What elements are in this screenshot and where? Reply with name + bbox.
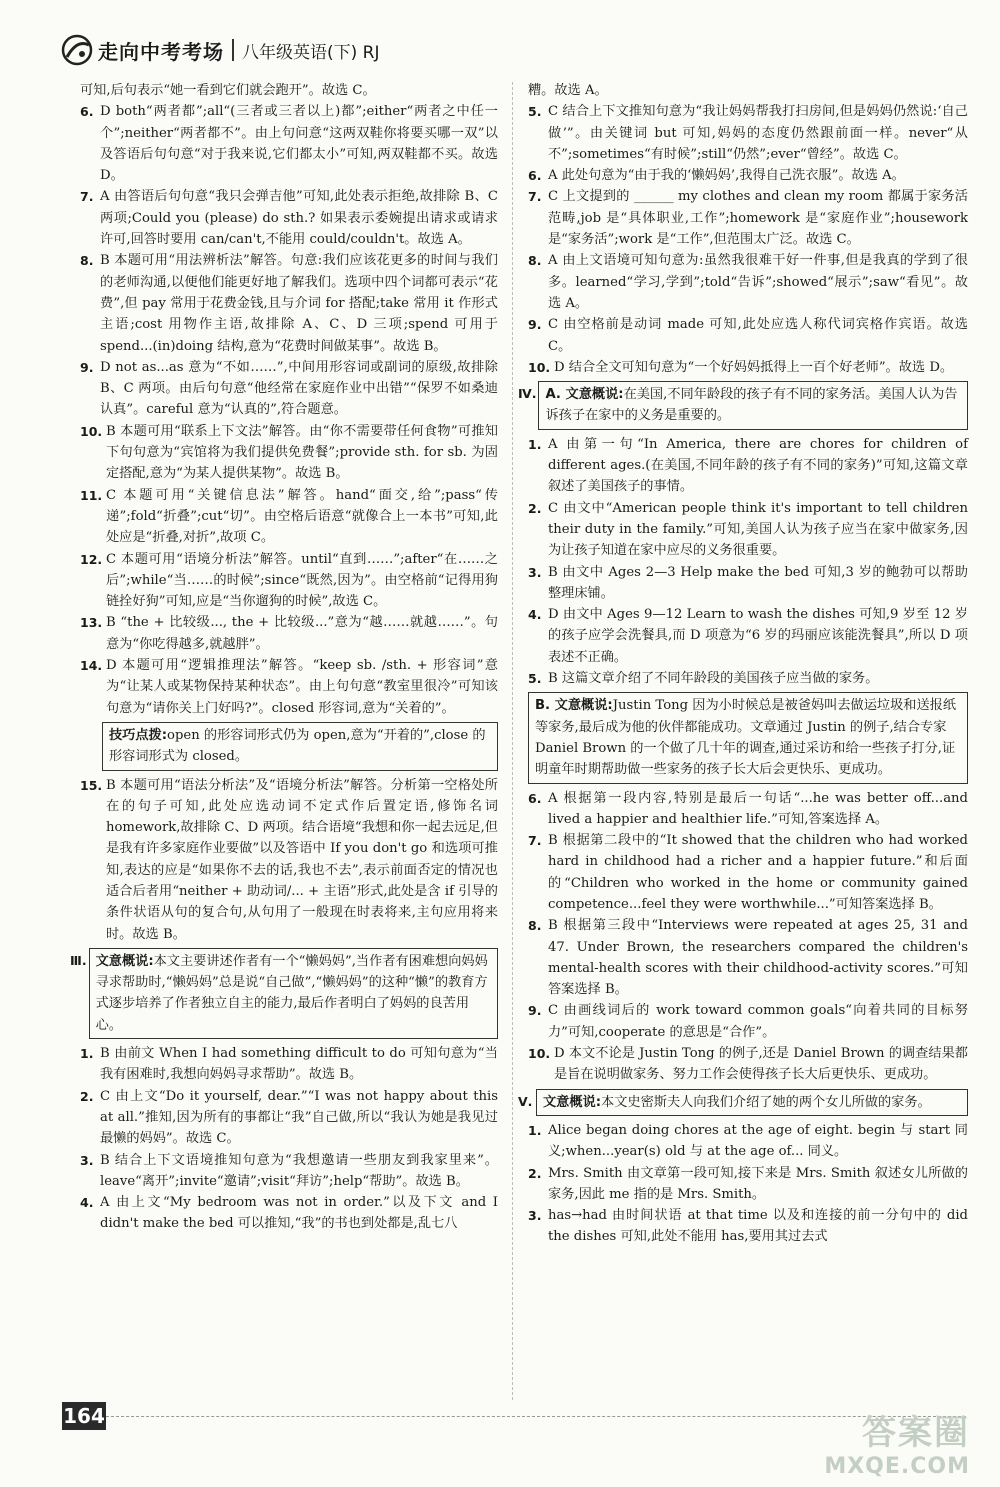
answer-item (528, 830, 968, 915)
answer-number: 8. (528, 918, 542, 934)
answer-explanation: B 本题可用“用法辨析法”解答。句意:我们应该花更多的时间与我们的老师沟通,以便他们能更好地了解我们。选项中四个词都可表示“花费”,但 pay 常用于花费金钱,且与介词 for 搭配;take 常用 it 作形式主语;cost 用物作主语,故排除 A、C、D 三项;spend 可用于 spend...(in)doing 结构,意为“花费时间做某事”。故选 B。 (100, 253, 498, 354)
answer-explanation: C 结合上下文推知句意为“我让妈妈帮我打扫房间,但是妈妈仍然说:‘自己做’”。由关键词 but 可知,妈妈的态度仍然跟前面一样。never“从不”;sometimes“有时候”;still“仍然”;ever“曾经”。故选 C。 (548, 104, 968, 162)
answer-explanation: A 由答语后句句意“我只会弹吉他”可知,此处表示拒绝,故排除 B、C 两项;Could you (please) do sth.? 如果表示委婉提出请求或请求许可,回答时要用 can/can't,不能用 could/couldn't。故选 A。 (100, 189, 498, 248)
answer-number: 8. (528, 253, 542, 269)
answer-item (80, 485, 498, 549)
answer-explanation: B 这篇文章介绍了不同年龄段的美国孩子应当做的家务。 (548, 671, 879, 687)
answer-item (528, 1000, 968, 1043)
tip-text: Justin Tong 因为小时候总是被爸妈叫去做运垃圾和送报纸等家务,最后成为他的伙伴都能成功。文章通过 Justin 的例子,结合专家 Daniel Brown 的一个做了几十年的调查,通过采访和给一些孩子打分,证明童年时期帮助做一些家务的孩子长大后会更快乐、更成功。 (535, 698, 957, 778)
answer-item (80, 421, 498, 485)
tip-box (528, 692, 968, 783)
answer-number: 3. (528, 1208, 542, 1224)
answer-item (80, 612, 498, 655)
answer-explanation: B 根据第二段中的“It showed that the children who had worked hard in childhood had a richer and a happier future.”和后面的“Children who worked in the home or community gained competence...feel they were worthwhile...”可知答案选择 B。 (548, 833, 968, 912)
answer-explanation: A 根据第一段内容,特别是最后一句话“...he was better off...and lived a happier and healthier life.”可知,答案选择 A。 (548, 790, 968, 827)
answer-number: 7. (80, 189, 94, 205)
answer-continuation: 糟。故选 A。 (528, 83, 608, 98)
page-number: 164 (63, 1404, 105, 1428)
answer-explanation: D 由文中 Ages 9—12 Learn to wash the dishes 可知,9 岁至 12 岁的孩子应学会洗餐具,而 D 项意为“6 岁的玛丽应该能洗餐具”,所以 D 项表述不正确。 (548, 607, 968, 665)
answer-explanation: C 由上文“Do it yourself, dear.”“I was not happy about this at all.”推知,因为所有的事都让“我”自己做,所以“我认为她是我见过最懒的妈妈”。故选 C。 (100, 1088, 498, 1147)
answer-number: 11. (80, 487, 103, 503)
answer-explanation: has→had 由时间状语 at that time 以及和连接的前一分句中的 did the dishes 可知,此处不能用 has,要用其过去式 (548, 1208, 968, 1245)
answer-item (528, 165, 968, 186)
answer-explanation: C 本题可用“语境分析法”解答。until“直到……”;after“在……之后”;while“当……的时候”;since“既然,因为”。由空格前“记得用狗链拴好狗”可知,应是“当你遛狗的时候”,故选 C。 (106, 551, 498, 610)
summary-label: 文意概说: (95, 953, 154, 969)
section-summary (518, 1086, 968, 1120)
tip-label: B. 文意概说: (535, 698, 613, 714)
answer-item (80, 775, 498, 945)
answer-number: 3. (528, 564, 542, 580)
summary-box (538, 381, 968, 430)
answer-item (80, 549, 498, 613)
answer-item (528, 434, 968, 498)
answer-number: 3. (80, 1152, 94, 1168)
answer-explanation: B “the + 比较级..., the + 比较级...”意为“越……就越……”。句意为“你吃得越多,就越胖”。 (106, 615, 498, 652)
answer-explanation: B 本题可用“联系上下文法”解答。由“你不需要带任何食物”可推知下句句意为“宾馆将为我们提供免费餐”;provide sth. for sb. 为固定搭配,意为“为某人提供某物”。故选 B。 (106, 423, 498, 482)
answer-explanation: A 此处句意为“由于我的‘懒妈妈’,我得自己洗衣服”。故选 A。 (548, 168, 905, 184)
answer-explanation: C 由空格前是动词 made 可知,此处应选人称代词宾格作宾语。故选 C。 (548, 317, 968, 354)
answer-explanation: A 由上文语境可知句意为:虽然我很难干好一件事,但是我真的学到了很多。learned“学习,学到”;told“告诉”;showed“展示”;saw“看见”。故选 A。 (548, 253, 968, 311)
answer-number: 15. (80, 777, 103, 793)
answer-item (528, 604, 968, 668)
answer-explanation: D not as...as 意为“不如……”,中间用形容词或副词的原级,故排除 B、C 两项。由后句句意“他经常在家庭作业中出错”“保罗不如桑迪认真”。careful 意为“认真的”,符合题意。 (100, 359, 498, 418)
tip-label: 技巧点拨: (109, 727, 168, 743)
answer-item (528, 250, 968, 314)
watermark (824, 1405, 970, 1479)
answer-number: 9. (528, 317, 542, 333)
tip-text: open 的形容词形式仍为 open,意为“开着的”,close 的形容词形式为 closed。 (109, 727, 486, 765)
answer-item (528, 668, 968, 689)
section-number: Ⅴ. (518, 1093, 533, 1109)
tip-box (102, 722, 498, 771)
answer-explanation: B 由文中 Ages 2—3 Help make the bed 可知,3 岁的鲍勃可以帮助整理床铺。 (548, 564, 968, 601)
answer-number: 7. (528, 189, 542, 205)
book-title: 八年级英语(下) RJ (242, 42, 380, 63)
answer-explanation: D both“两者都”;all“(三者或三者以上)都”;either“两者之中任一个”;neither“两者都不”。由上句问意“这两双鞋你将要买哪一双”以及答语后句句意“对于我来说,它们都太小”可知,两双鞋都不买。故选 D。 (100, 104, 498, 184)
answer-item (80, 655, 498, 719)
answer-explanation: A 由上文“My bedroom was not in order.”以及下文 and I didn't make the bed 可以推知,“我”的书也到处都是,乱七八 (100, 1195, 498, 1232)
summary-text: 本文主要讲述作者有一个“懒妈妈”,当作者有困难想向妈妈寻求帮助时,“懒妈妈”总是说“自己做”,“懒妈妈”的这种“懒”的教育方式逐步培养了作者独立自主的能力,最后作者明白了妈妈的良苦用心。 (95, 953, 488, 1033)
answer-item (528, 357, 968, 378)
right-column (518, 80, 968, 1248)
section-number: Ⅳ. (518, 386, 537, 402)
column-divider (512, 82, 513, 1400)
answer-explanation: C 本题可用“关键信息法”解答。hand“面交,给”;pass“传递”;fold“折叠”;cut“切”。由空格后语意“就像合上一本书”可知,此处应是“折叠,对折”,故项 C。 (106, 487, 498, 546)
answer-explanation: Mrs. Smith 由文章第一段可知,接下来是 Mrs. Smith 叙述女儿所做的家务,因此 me 指的是 Mrs. Smith。 (548, 1165, 968, 1202)
answer-continuation: 可知,后句表示“她一看到它们就会跑开”。故选 C。 (80, 83, 376, 98)
answer-item (80, 1086, 498, 1150)
answer-number: 1. (528, 436, 542, 452)
answer-number: 4. (528, 607, 542, 623)
section-number: Ⅲ. (70, 952, 87, 968)
summary-text: 在美国,不同年龄段的孩子有不同的家务活。美国人认为告诉孩子在家中的义务是重要的。 (545, 387, 958, 424)
answer-explanation: C 上文提到的 ______ my clothes and clean my room 都属于家务活范畴,job 是“具体职业,工作”;homework 是“家庭作业”;housework 是“家务活”;work 是“工作”,但范围太广泛。故选 C。 (548, 189, 968, 248)
answer-number: 10. (80, 423, 103, 439)
answer-explanation: Alice began doing chores at the age of eight. begin 与 start 同义;when...year(s) old 与 at the age of... 同义。 (548, 1122, 968, 1160)
answer-number: 1. (528, 1122, 542, 1138)
answer-number: 14. (80, 658, 103, 674)
summary-box (536, 1089, 968, 1116)
answer-number: 12. (80, 551, 103, 567)
answer-item (80, 186, 498, 250)
watermark-text: 答案圈 (862, 1413, 970, 1453)
answer-item (80, 101, 498, 186)
answer-number: 5. (528, 671, 542, 687)
answer-item (528, 101, 968, 165)
answer-item (528, 562, 968, 605)
answer-number: 4. (80, 1195, 94, 1211)
summary-label: 文意概说: (543, 1094, 602, 1110)
answer-explanation: C 由画线词后的 work toward common goals“向着共同的目标努力”可知,cooperate 的意思是“合作”。 (548, 1003, 968, 1040)
answer-item (528, 788, 968, 831)
brand-logo-icon (60, 33, 94, 67)
answer-item (528, 1163, 968, 1206)
section-summary (70, 945, 498, 1043)
answer-item (528, 915, 968, 1000)
answer-item (80, 1192, 498, 1235)
page-header (60, 30, 940, 70)
answer-explanation: A 由第一句“In America, there are chores for children of different ages.(在美国,不同年龄的孩子有不同的家务)”可知,这篇文章叙述了美国孩子的事情。 (548, 436, 968, 495)
summary-box (89, 948, 498, 1039)
left-column (70, 80, 498, 1235)
answer-number: 6. (80, 104, 94, 120)
answer-item (528, 498, 968, 562)
answer-item (80, 1150, 498, 1193)
answer-item (528, 1120, 968, 1163)
answer-item (528, 1205, 968, 1248)
answer-number: 6. (528, 790, 542, 806)
answer-item (528, 186, 968, 250)
answer-number: 9. (528, 1003, 542, 1019)
answer-item (80, 1043, 498, 1086)
answer-item (80, 357, 498, 421)
answer-number: 2. (528, 1165, 542, 1181)
answer-explanation: B 结合上下文语境推知句意为“我想邀请一些朋友到我家里来”。leave“离开”;invite“邀请”;visit“拜访”;help“帮助”。故选 B。 (100, 1152, 498, 1189)
summary-label: A. 文意概说: (545, 387, 624, 403)
answer-number: 6. (528, 168, 542, 184)
answer-number: 10. (528, 1046, 551, 1062)
answer-number: 8. (80, 253, 94, 269)
answer-number: 5. (528, 104, 542, 120)
answer-number: 7. (528, 833, 542, 849)
section-summary (518, 378, 968, 434)
answer-explanation: B 根据第三段中“Interviews were repeated at ages 25, 31 and 47. Under Brown, the researchers compared the children's mental-health scores with their childhood-activity scores.”可知答案选择 B。 (548, 918, 968, 998)
answer-number: 2. (528, 500, 542, 516)
answer-number: 9. (80, 359, 94, 375)
summary-text: 本文史密斯夫人向我们介绍了她的两个女儿所做的家务。 (601, 1094, 931, 1110)
answer-explanation: D 本题可用“逻辑推理法”解答。“keep sb. /sth. + 形容词”意为“让某人或某物保持某种状态”。由上句句意“教室里很冷”可知该句意为“请你关上门好吗?”。closed 形容词,意为“关着的”。 (106, 658, 498, 716)
answer-item (528, 314, 968, 357)
answer-explanation: C 由文中“American people think it's important to tell children their duty in the family.”可知,美国人认为孩子应当在家中做家务,因为让孩子知道在家中应尽的义务很重要。 (548, 500, 968, 559)
answer-explanation: D 本文不论是 Justin Tong 的例子,还是 Daniel Brown 的调查结果都是旨在说明做家务、努力工作会使得孩子长大后更快乐、更成功。 (554, 1046, 968, 1083)
answer-explanation: D 结合全文可知句意为“一个好妈妈抵得上一百个好老师”。故选 D。 (554, 359, 954, 375)
answer-number: 1. (80, 1046, 94, 1062)
answer-number: 13. (80, 615, 103, 631)
header-divider (232, 39, 234, 61)
answer-number: 10. (528, 359, 551, 375)
answer-item (80, 250, 498, 356)
answer-explanation: B 由前文 When I had something difficult to do 可知句意为“当我有困难时,我想向妈妈寻求帮助”。故选 B。 (100, 1046, 498, 1083)
answer-item (528, 1043, 968, 1086)
answer-number: 2. (80, 1088, 94, 1104)
watermark-url: MXQE.COM (824, 1454, 970, 1479)
brand-name: 走向中考考场 (98, 39, 224, 64)
answer-explanation: B 本题可用“语法分析法”及“语境分析法”解答。分析第一空格处所在的句子可知,此处应选动词不定式作后置定语,修饰名词 homework,故排除 C、D 两项。结合语境“我想和你一起去远足,但是我有许多家庭作业要做”以及答语中 If you don't go 和选项可推知,表达的应是“如果你不去的话,我也不去”,表示前面否定的情况也适合后者用“neither + 助动词/... + 主语”形式,此处是含 if 引导的条件状语从句的复合句,从句用了一般现在时表将来,主句应用将来时。故选 B。 (106, 777, 498, 942)
